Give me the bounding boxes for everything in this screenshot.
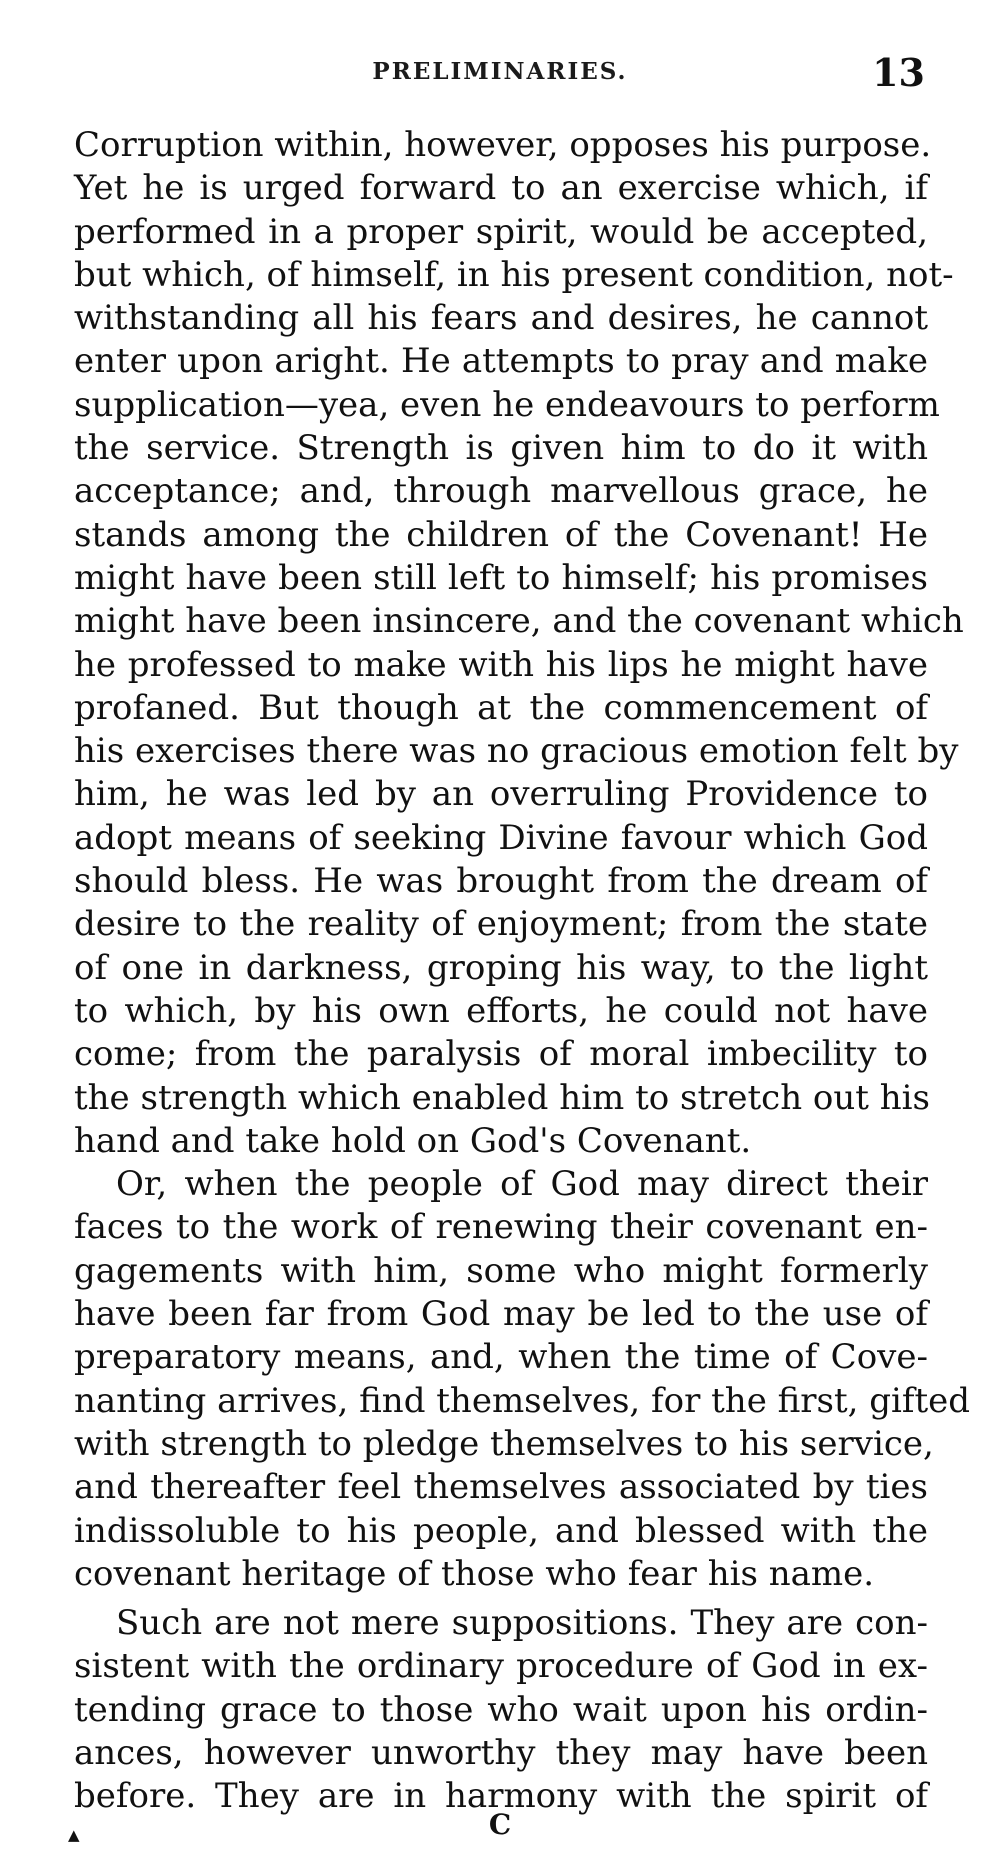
text-line: Corruption within, however, opposes his purpose. (74, 125, 932, 165)
text-line: to which, by his own efforts, he could not have (74, 990, 928, 1031)
text-line: before. They are in harmony with the spirit of (74, 1776, 928, 1817)
text-line: the service. Strength is given him to do it with (74, 428, 928, 469)
text-line: with strength to pledge themselves to his service, (74, 1423, 934, 1464)
text-line: him, he was led by an overruling Providence to (74, 774, 928, 815)
running-head (0, 50, 1000, 98)
text-line: indissoluble to his people, and blessed with the (74, 1510, 928, 1551)
text-line: covenant heritage of those who fear his name. (74, 1553, 875, 1594)
text-line: ances, however unworthy they may have been (74, 1732, 928, 1773)
text-line: might have been insincere, and the covenant which (74, 601, 964, 642)
signature-letter: C (488, 1808, 512, 1841)
text-line: supplication—yea, even he endeavours to perform (74, 384, 940, 425)
page-number: 13 (872, 50, 925, 95)
text-line: have been far from God may be led to the use of (74, 1294, 928, 1335)
text-line: should bless. He was brought from the dream of (74, 861, 928, 902)
text-line: hand and take hold on God's Covenant. (74, 1120, 752, 1161)
printer-mark: ▲ (68, 1826, 80, 1844)
text-line: adopt means of seeking Divine favour which God (74, 817, 928, 858)
text-line: profaned. But though at the commencement of (74, 687, 928, 728)
paragraph-1 (74, 124, 964, 1163)
text-line: faces to the work of renewing their covenant en- (74, 1207, 928, 1248)
text-line: come; from the paralysis of moral imbecility to (74, 1034, 928, 1075)
text-line: preparatory means, and, when the time of Cove- (74, 1337, 928, 1378)
text-line: stands among the children of the Covenant! He (74, 514, 928, 555)
text-line: Such are not mere suppositions. They are con- (116, 1603, 928, 1644)
text-line: sistent with the ordinary procedure of God in ex- (74, 1646, 928, 1687)
text-line: he professed to make with his lips he might have (74, 644, 928, 685)
text-line: nanting arrives, find themselves, for the first, gifted (74, 1380, 971, 1421)
text-line: but which, of himself, in his present condition, not- (74, 254, 954, 295)
text-line: acceptance; and, through marvellous grace, he (74, 471, 928, 512)
text-line: gagements with him, some who might formerly (74, 1250, 928, 1291)
text-line: might have been still left to himself; his promises (74, 557, 928, 598)
text-line: enter upon aright. He attempts to pray and make (74, 341, 928, 382)
text-line: performed in a proper spirit, would be accepted, (74, 211, 928, 252)
paragraph-2 (74, 1163, 971, 1596)
running-title: PRELIMINARIES. (372, 58, 628, 85)
paragraph-3 (74, 1602, 928, 1818)
body-text (74, 124, 971, 1819)
text-line: desire to the reality of enjoyment; from the state (74, 904, 928, 945)
text-line: and thereafter feel themselves associated by ties (74, 1467, 928, 1508)
text-line: his exercises there was no gracious emotion felt by (74, 731, 959, 772)
text-line: the strength which enabled him to stretch out his (74, 1077, 930, 1118)
text-line: of one in darkness, groping his way, to the light (74, 947, 928, 988)
text-line: tending grace to those who wait upon his ordin- (74, 1689, 928, 1730)
text-line: Or, when the people of God may direct their (116, 1164, 928, 1205)
text-line: Yet he is urged forward to an exercise which, if (74, 168, 928, 209)
text-line: withstanding all his fears and desires, he cannot (74, 298, 928, 339)
